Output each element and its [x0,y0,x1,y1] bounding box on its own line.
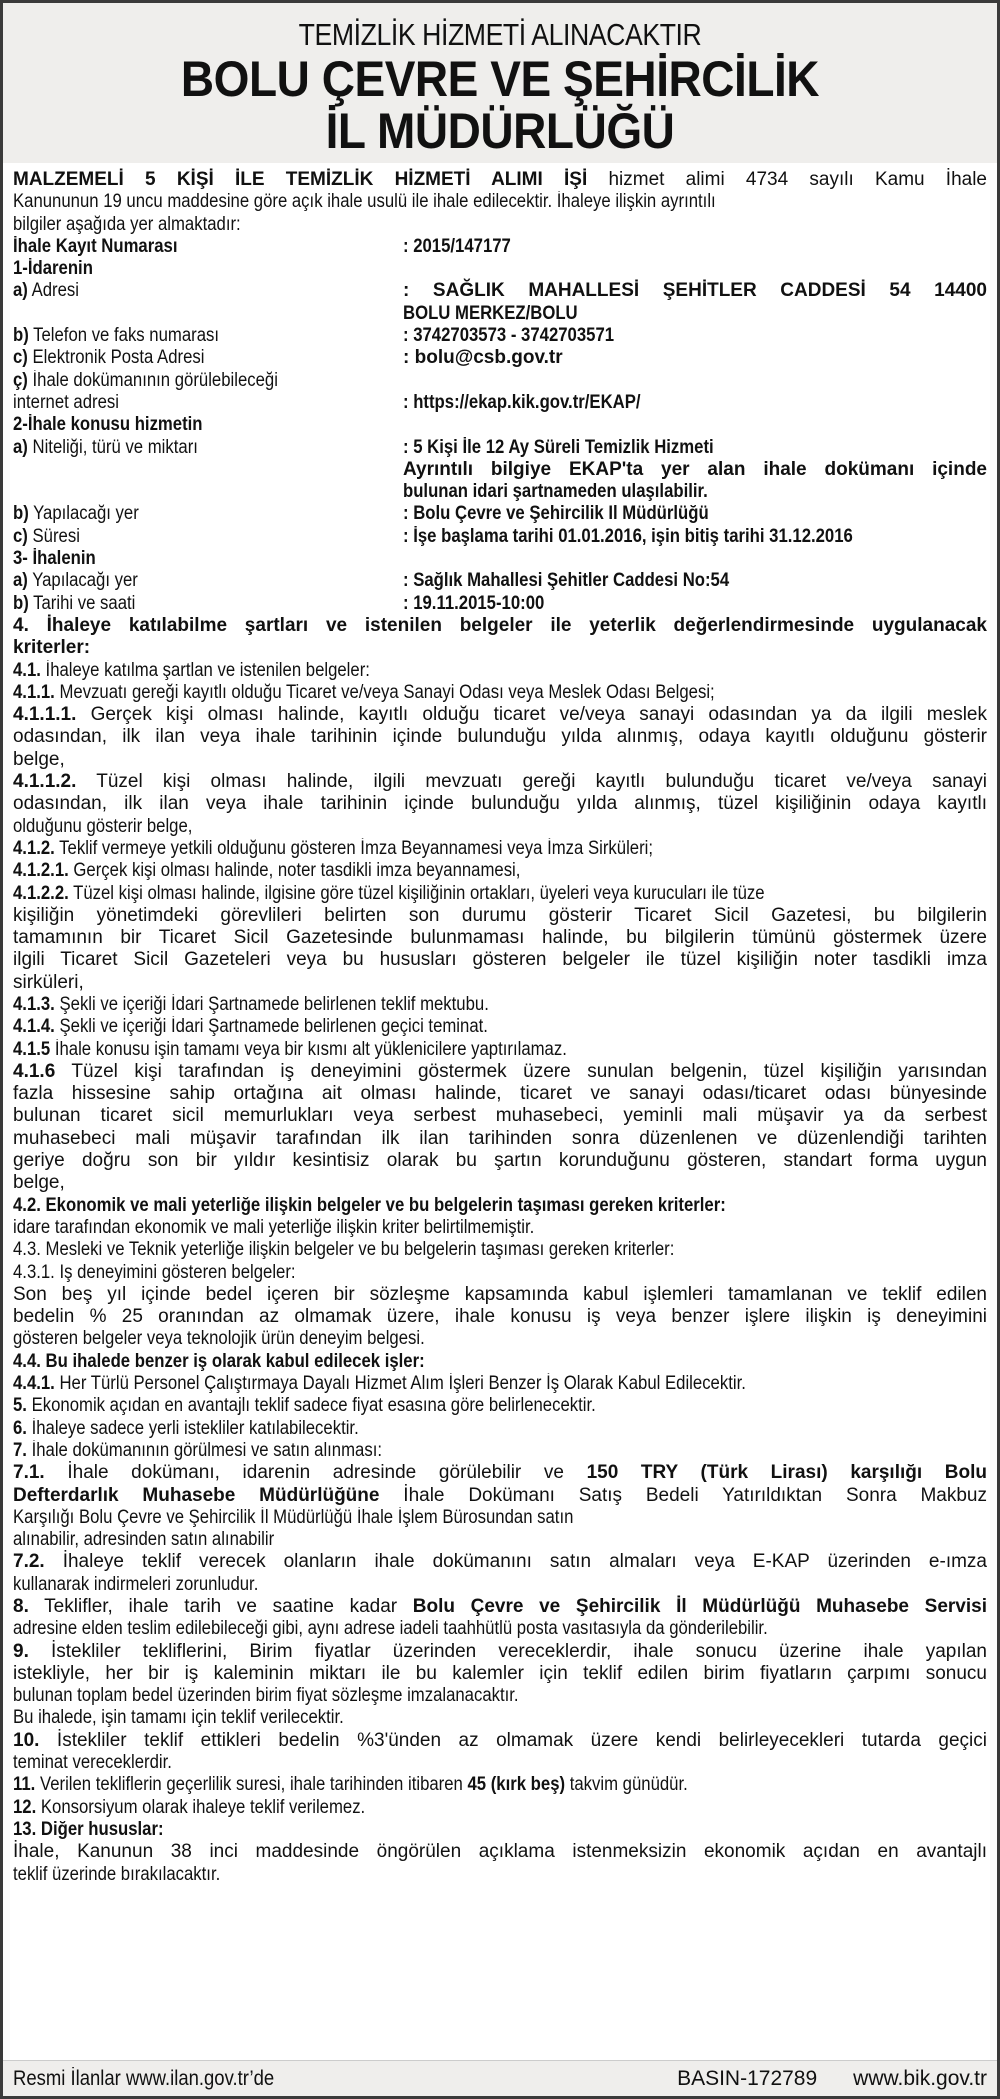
clause-number: 4.1.5 [13,1038,51,1060]
clause-text: İhale dokümanının görülmesi ve satın alınması: [26,1439,382,1461]
registry-label: İhale Kayıt Numarası [13,235,178,257]
clause-4111-line1: 4.1.1.1. Gerçek kişi olması halinde, kayıtlı olduğu ticaret ve/veya sanayi odasından ya da ilgili meslek [13,704,987,726]
clause-number: 4.1. [13,659,41,681]
clause-number: 4.1.2. [13,837,55,859]
clause-text: Teklif vermeye yetkili olduğunu gösteren İmza Beyannamesi veya İmza Sirküleri; [54,837,654,859]
row-label: Süresi [27,525,80,547]
announcement-footer [3,2060,997,2096]
clause-text: Verilen tekliflerin geçerlilik suresi, ihale tarihinden itibaren [35,1774,468,1796]
section2-row-duration [13,526,987,548]
section2-row-nature [13,437,987,504]
intro-rest: hizmet alimi 4734 sayılı Kamu İhale [587,169,987,190]
clause-4122-line4: ilgili Ticaret Sicil Gazeteleri veya bu hususları gösteren belgeler ile tüzel kişiliğin noter tasdikli imza [13,949,987,971]
intro-bold: MALZEMELİ 5 KİŞİ İLE TEMİZLİK HİZMETİ ALIMI İŞİ [13,169,588,190]
clause-42-text: idare tarafından ekonomik ve mali yeterliğe ilişkin kriter belirtilmemiştir. [13,1216,535,1238]
clause-9-line3: bulunan toplam bedel üzerinden birim fiyat sözleşme imzalanacaktır. [13,1685,519,1707]
clause-71-line3: Karşılığı Bolu Çevre ve Şehircilik İl Müdürlüğü İhale İşlem Bürosundan satın [13,1506,574,1528]
row-label: Adresi [27,280,79,302]
validity-days: 45 (kırk beş) [467,1774,566,1796]
clause-416-line6: belge, [13,1172,65,1194]
footer-ilan-link[interactable]: Resmi İlanlar www.ilan.gov.tr’de [13,2067,275,2090]
clause-431-line1: Son beş yıl içinde bedel içeren bir sözleşme kapsamında kabul işlemleri tamamlanan ve teklif edilen [13,1283,987,1305]
intro-line3: bilgiler aşağıda yer almaktadır: [13,213,241,235]
clause-number: 4.4.1. [13,1373,55,1395]
place-value: : Bolu Çevre ve Şehircilik Il Müdürlüğü [403,503,709,525]
section3-row-place [13,570,987,592]
section4-title-line2: kriterler: [13,637,91,659]
clause-text: İhaleye sadece yerli istekliler katılabilecektir. [26,1417,359,1439]
section2-title: 2-İhale konusu hizmetin [13,414,203,436]
clause-72-line2: kullanarak indirmeleri zorunludur. [13,1573,259,1595]
row-label: Tarihi ve saati [28,592,136,614]
clause-4112-line3: olduğunu gösterir belge, [13,815,193,837]
clause-8-line1: 8. Teklifler, ihale tarih ve saatine kadar Bolu Çevre ve Şehircilik İl Müdürlüğü Muhasebe Servisi [13,1596,987,1617]
address-value-line2: BOLU MERKEZ/BOLU [403,302,578,324]
clause-text: İhale konusu işin tamamı veya bir kısmı alt yüklenicilere yaptırılamaz. [50,1038,567,1060]
phone-value: : 3742703573 - 3742703571 [403,325,615,347]
clause-10-line2: teminat vereceklerdir. [13,1752,172,1774]
clause-text: Konsorsiyum olarak ihaleye teklif verilemez. [36,1796,366,1818]
section3-row-datetime [13,593,987,615]
section2-row-place [13,503,987,525]
clause-9-line2: istekliyle, her bir iş kaleminin miktarı ile bu kalemler için teklif edilen birim fiyatların çarpımı sonucu [13,1662,987,1684]
row-label: Yapılacağı yer [28,503,139,525]
clause-4112-line1: 4.1.1.2. Tüzel kişi olması halinde, ilgili mevzuatı gereği kayıtlı bulunduğu ticaret ve/veya sanayi [13,771,987,793]
tender-datetime-value: : 19.11.2015-10:00 [403,592,545,614]
clause-416-line4: muhasebeci mali müşavir tarafından ilk ilan tarihinden sonra düzenlenen ve düzenlendiği tarihten [13,1127,987,1149]
clause-number: 6. [13,1417,27,1439]
clause-72-line1: 7.2. İhaleye teklif verecek olanların ihale dokümanını satın almaları veya E-KAP üzerinden e-ımza [13,1551,987,1573]
nature-value: : 5 Kişi İle 12 Ay Süreli Temizlik Hizmeti [403,436,714,458]
row-prefix: b) [13,325,29,347]
clause-71-line1: 7.1. İhale dokümanı, idarenin adresinde görülebilir ve 150 TRY (Türk Lirası) karşılığı Bolu [13,1462,987,1484]
clause-431-line3: gösteren belgeler veya teknolojik ürün deneyim belgesi. [13,1328,425,1350]
section1-row-web [13,370,987,415]
clause-43-text: 4.3. Mesleki ve Teknik yeterliğe ilişkin belgeler ve bu belgelerin taşıması gereken kriterler: [13,1239,675,1261]
clause-8-line2: adresine elden teslim edilebileceği gibi, aynı adrese iadeli taahhütlü posta vasıtasıyla da gönderilebilir. [13,1618,768,1640]
clause-number: 12. [13,1796,37,1818]
row-label: Yapılacağı yer [27,570,138,592]
clause-44-title: 4.4. Bu ihalede benzer iş olarak kabul edilecek işler: [13,1350,425,1372]
clause-text: Şekli ve içeriği İdari Şartnamede belirlenen geçici teminat. [54,1016,488,1038]
announcement-body [3,163,997,1886]
clause-4122-line1: 4.1.2.2. Tüzel kişi olması halinde, ilgisine göre tüzel kişiliğinin ortakları, üyeleri veya kurucuları ile tüze [13,882,765,904]
row-prefix: a) [13,280,28,302]
intro-line1 [13,169,987,191]
row-prefix: b) [13,592,29,614]
clause-431-line2: bedelin % 25 oranından az olmamak üzere, ihale konusu iş veya benzer işlere ilişkin iş deneyimini [13,1306,987,1328]
clause-71-line2: Defterdarlık Muhasebe Müdürlüğüne İhale Dokümanı Satış Bedeli Yatırıldıktan Sonra Makbuz [13,1484,988,1506]
clause-number: 4.1.2.1. [13,860,69,882]
section1-row-email [13,347,987,369]
clause-416-line2: fazla hissesine sahip ortağına ait olması halinde, ticaret ve sanayi odası/ticaret odası bünyesinde [13,1083,987,1105]
clause-text: Her Türlü Personel Çalıştırmaya Dayalı Hizmet Alım İşleri Benzer İş Olarak Kabul Edilecektir. [54,1373,746,1395]
section1-title: 1-İdarenin [13,258,93,280]
clause-text: Mevzuatı gereği kayıtlı olduğu Ticaret ve/veya Sanayi Odası veya Meslek Odası Belgesi; [54,681,715,703]
clause-416-line5: geriye doğru son bir yıldır kesintisiz olarak bu şartın korunduğunu gösteren, standart forma uygun [13,1150,987,1172]
announcement-subtitle: TEMİZLİK HİZMETİ ALINACAKTIR [298,17,702,52]
section1-row-phone [13,325,987,347]
clause-number: 5. [13,1395,27,1417]
row-prefix: a) [13,436,28,458]
section13-title: 13. Diğer hususlar: [13,1818,164,1840]
clause-4122-line3: tamamının bir Ticaret Sicil Gazetesinde bulunmaması halinde, bu bilgilerin tümünü göstermek üzere [13,927,987,949]
clause-4111-line2: odasından, ilk ilan veya ihale tarihinin içinde bulunduğu yılda alınmış, odaya kayıtlı olduğunu gösterir [13,726,987,748]
row-prefix: a) [13,570,28,592]
address-value: : SAĞLIK MAHALLESİ ŞEHİTLER CADDESİ 54 14400 [403,280,987,302]
clause-71-line4: alınabilir, adresinden satın alınabilir [13,1529,275,1551]
footer-bik-link[interactable]: www.bik.gov.tr [853,2067,987,2090]
intro-line2: Kanununun 19 uncu maddesine göre açık ihale usulü ile ihale edilecektir. İhaleye ilişkin ayrıntılı [13,191,716,213]
clause-416-line3: bulunan ticaret sicil memurlukları veya serbest muhasebeci, yeminli mali müşavir ya da serbest [13,1105,987,1127]
section13-line2: teklif üzerinde bırakılacaktır. [13,1863,221,1885]
clause-number: 4.1.1. [13,681,55,703]
clause-431-title: 4.3.1. Iş deneyimini gösteren belgeler: [13,1261,296,1283]
announcement-header [3,3,997,163]
registry-value: : 2015/147177 [403,235,511,257]
clause-42-title: 4.2. Ekonomik ve mali yeterliğe ilişkin belgeler ve bu belgelerin taşıması gereken kriterler: [13,1194,726,1216]
clause-number: 11. [13,1774,36,1796]
footer-press-code: BASIN-172789 [677,2067,818,2090]
row-label: Niteliği, türü ve miktarı [27,436,198,458]
web-address-value[interactable]: : https://ekap.kik.gov.tr/EKAP/ [403,391,641,413]
nature-value-line2: Ayrıntılı bilgiye EKAP'ta yer alan ihale dokümanı içinde [403,458,987,480]
section3-title: 3- İhalenin [13,548,96,570]
row-prefix: ç) [13,369,28,391]
row-label: Elektronik Posta Adresi [27,347,205,369]
clause-4112-line2: odasından, ilk ilan veya ihale tarihinin içinde bulunduğu yılda alınmış, tüzel kişiliğinin odaya kayıtlı [13,793,987,815]
clause-text: İhaleye katılma şartlan ve istenilen belgeler: [40,659,370,681]
announcement-title-line2: İL MÜDÜRLÜĞÜ [325,103,675,159]
clause-number: 7. [13,1439,27,1461]
clause-10-line1: 10. İstekliler teklif ettikleri bedelin %3'ünden az olmamak üzere kendi belirleyecekleri tutarda geçici [13,1729,987,1751]
section13-line1: İhale, Kanunun 38 inci maddesinde öngörülen açıklama istenmeksizin ekonomik açıdan en avantajlı [13,1841,987,1863]
clause-4122-line2: kişiliğin yönetimdeki görevlileri belirten son durumu gösterir Ticaret Sicil Gazetesi, bu bilgilerin [13,904,987,926]
clause-text: Şekli ve içeriği İdari Şartnamede belirlenen teklif mektubu. [54,993,489,1015]
row-prefix: c) [13,347,28,369]
clause-text: Ekonomik açıdan en avantajlı teklif sadece fiyat esasına göre belirlenecektir. [26,1395,596,1417]
clause-9-line1: 9. İstekliler tekliflerini, Birim fiyatlar üzerinden vereceklerdir, ihale sonucu üzerine ihale yapılan [13,1640,987,1662]
clause-text: takvim günüdür. [565,1774,688,1796]
tender-place-value: : Sağlık Mahallesi Şehitler Caddesi No:54 [403,570,730,592]
duration-value: : İşe başlama tarihi 01.01.2016, işin bitiş tarihi 31.12.2016 [403,525,853,547]
clause-number: 4.1.4. [13,1016,55,1038]
clause-9-line4: Bu ihalede, işin tamamı için teklif verilecektir. [13,1707,344,1729]
clause-text: Gerçek kişi olması halinde, noter tasdikli imza beyannamesi, [68,860,521,882]
nature-value-line3: bulunan idari şartnameden ulaşılabilir. [403,481,708,503]
section1-row-address [13,280,987,325]
section4-title-line1: 4. İhaleye katılabilme şartları ve istenilen belgeler ile yeterlik değerlendirmesinde uygulanacak [13,614,987,636]
row-label: İhale dokümanının görülebileceği [27,369,278,391]
row-label: Telefon ve faks numarası [28,325,220,347]
row-label-line2: internet adresi [13,391,119,413]
registry-row [13,236,987,258]
clause-number: 4.1.3. [13,993,55,1015]
email-value[interactable]: : bolu@csb.gov.tr [403,347,563,369]
clause-416-line1: 4.1.6 Tüzel kişi tarafından iş deneyimini göstermek üzere sunulan belgenin, tüzel kişiliğin yarısından [13,1060,987,1082]
clause-4122-line5: sirküleri, [13,971,84,993]
clause-4111-line3: belge, [13,748,65,770]
row-prefix: b) [13,503,29,525]
announcement-title-line1: BOLU ÇEVRE VE ŞEHİRCİLİK [180,51,820,107]
row-prefix: c) [13,525,28,547]
